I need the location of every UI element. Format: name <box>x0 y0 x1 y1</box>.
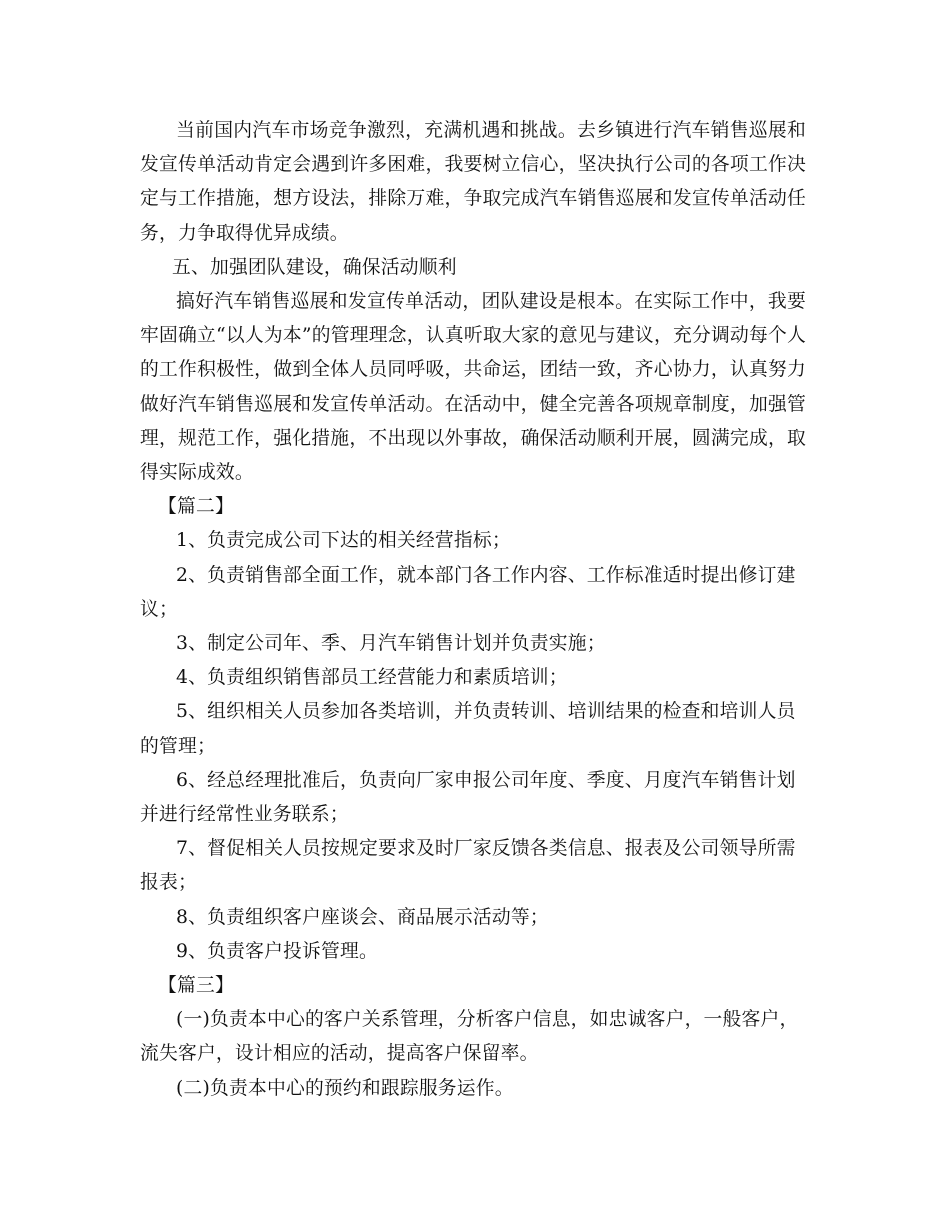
list-item: 7、督促相关人员按规定要求及时厂家反馈各类信息、报表及公司领导所需报表； <box>140 838 796 894</box>
list-item: (一)负责本中心的客户关系管理，分析客户信息，如忠诚客户，一般客户，流失客户，设计相应的活动，提高客户保留率。 <box>140 1009 799 1065</box>
heading-team-building: 五、加强团队建设，确保活动顺利 <box>172 256 457 278</box>
section-label-part-two: 【篇二】 <box>158 496 234 518</box>
list-item: 5、组织相关人员参加各类培训，并负责转训、培训结果的检查和培训人员的管理； <box>140 701 796 757</box>
paragraph-market-competition: 当前国内汽车市场竞争激烈，充满机遇和挑战。去乡镇进行汽车销售巡展和发宣传单活动肯定会遇到许多困难，我要树立信心，坚决执行公司的各项工作决定与工作措施，想方设法，排除万难，争取完成汽车销售巡展和发宣传单活动任务，力争取得优异成绩。 <box>140 120 806 244</box>
paragraph-team-building: 搞好汽车销售巡展和发宣传单活动，团队建设是根本。在实际工作中，我要牢固确立“以人为本”的管理理念，认真听取大家的意见与建议，充分调动每个人的工作积极性，做到全体人员同呼吸，共命运，团结一致，齐心协力，认真努力做好汽车销售巡展和发宣传单活动。在活动中，健全完善各项规章制度，加强管理，规范工作，强化措施，不出现以外事故，确保活动顺利开展，圆满完成，取得实际成效。 <box>140 291 806 484</box>
list-item: 8、负责组织客户座谈会、商品展示活动等； <box>176 906 549 928</box>
list-item: 1、负责完成公司下达的相关经营指标； <box>176 530 511 552</box>
list-item: 4、负责组织销售部员工经营能力和素质培训； <box>176 667 568 689</box>
list-item: 6、经总经理批准后，负责向厂家申报公司年度、季度、月度汽车销售计划并进行经常性业务联系； <box>140 769 796 826</box>
list-item: 9、负责客户投诉管理。 <box>176 940 378 962</box>
list-item: 3、制定公司年、季、月汽车销售计划并负责实施； <box>176 633 606 655</box>
list-item: (二)负责本中心的预约和跟踪服务运作。 <box>176 1077 514 1099</box>
section-label-part-three: 【篇三】 <box>158 975 234 997</box>
document-body <box>140 114 806 1106</box>
list-item: 2、负责销售部全面工作，就本部门各工作内容、工作标准适时提出修订建议； <box>140 564 796 620</box>
